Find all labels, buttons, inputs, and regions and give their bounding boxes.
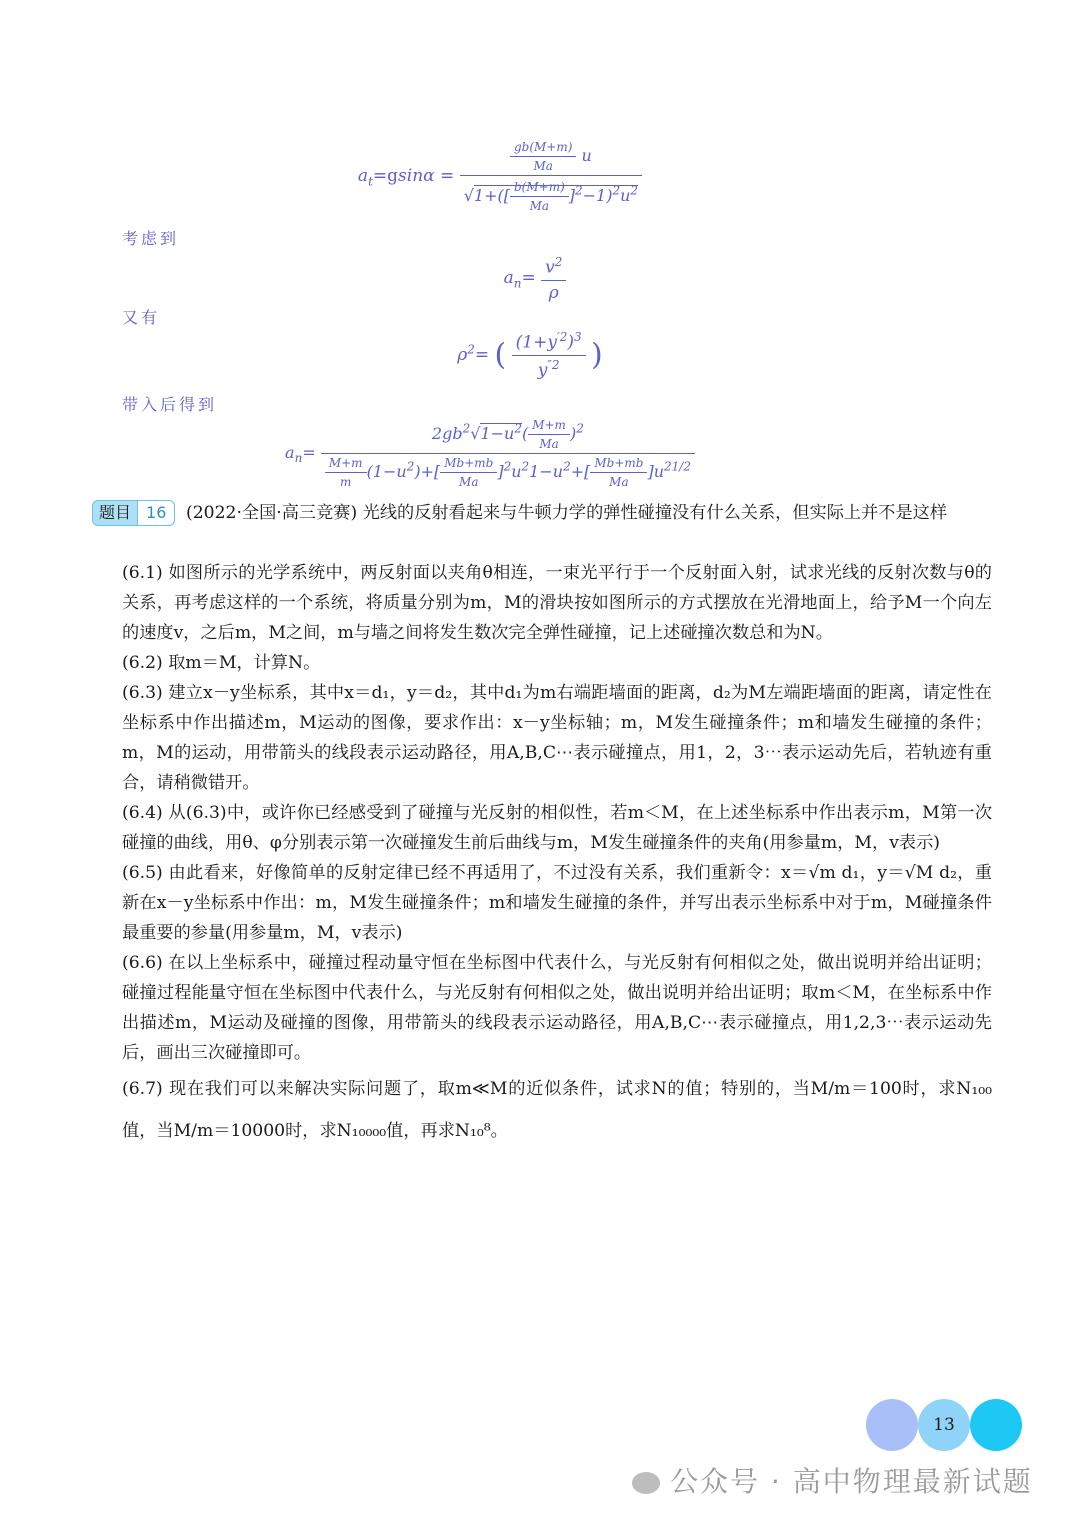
question-6-4: (6.4) 从(6.3)中，或许你已经感受到了碰撞与光反射的相似性，若m＜M，在上述坐标系中作出表示m，M第一次碰撞的曲线，用θ、φ分别表示第一次碰撞发生前后曲线与m，M发生碰撞条件的夹角(用参量m，M，v表示) (122, 803, 993, 853)
watermark-text: 公众号 · 高中物理最新试题 (670, 1465, 1033, 1498)
page-number: 13 (918, 1399, 970, 1451)
equation-an-final: $a_n=$ $2gb^2√1-u^2$( $\frac{M+m}{Ma}$ )$^2$ $\frac{M+m}{m}$ $(1-u^2)+$[ $\frac{Mb+mb}{Ma}$ ]$^2u^21-u^2+$[ $\frac{Mb+mb}{Ma}$ ]$u^{21/2}$ (0, 418, 1080, 489)
question-6-1: (6.1) 如图所示的光学系统中，两反射面以夹角θ相连，一束光平行于一个反射面入射，试求光线的反射次数与θ的关系，再考虑这样的一个系统，将质量分别为m，M的滑块按如图所示的方式摆放在光滑地面上，给予M一个向左的速度v，之后m，M之间，m与墙之间将发生数次完全弹性碰撞，记上述碰撞次数总和为N。 (122, 563, 992, 643)
question-6-3: (6.3) 建立x－y坐标系，其中x＝d₁，y＝d₂，其中d₁为m右端距墙面的距离，d₂为M左端距墙面的距离，请定性在坐标系中作出描述m，M运动的图像，要求作出：x－y坐标轴；m，M发生碰撞条件；m和墙发生碰撞的条件；m，M的运动，用带箭头的线段表示运动路径，用A,B,C⋯表示碰撞点，用1，2，3⋯表示运动先后，若轨迹有重合，请稍微错开。 (122, 683, 992, 793)
equation-at: $a_t=gsin\alpha$ = $\frac{gb(M+m)}{Ma}$ u √1+([ $\frac{b(M+m)}{Ma}$ ]$^2-1)^2u^2$ (0, 140, 1080, 213)
equation-an: $a_n=$ $\frac{v^2}{\rho}$ (0, 255, 1080, 303)
problem-tag (92, 500, 175, 526)
caption-substitute: 带入后得到 (122, 395, 218, 414)
wechat-icon (632, 1472, 660, 1494)
question-6-2: (6.2) 取m＝M，计算N。 (122, 653, 321, 673)
problem-body (186, 498, 992, 528)
problem-questions (122, 558, 992, 1152)
caption-also: 又有 (122, 308, 161, 327)
watermark (632, 1460, 1033, 1500)
question-6-5: (6.5) 由此看来，好像简单的反射定律已经不再适用了，不过没有关系，我们重新令：x＝√m d₁，y＝√M d₂，重新在x－y坐标系中作出：m，M发生碰撞条件；m和墙发生碰撞的条件，并写出表示坐标系中对于m，M碰撞条件最重要的参量(用参量m，M，v表示) (122, 863, 992, 943)
question-6-7: (6.7) 现在我们可以来解决实际问题了，取m≪M的近似条件，试求N的值；特别的，当M/m＝100时，求N₁₀₀值，当M/m＝10000时，求N₁₀₀₀₀值，再求N₁₀⁸。 (122, 1079, 992, 1141)
caption-considering: 考虑到 (122, 229, 180, 248)
page-circle-left (866, 1399, 918, 1451)
problem-intro: (2022·全国·高三竞赛) 光线的反射看起来与牛顿力学的弹性碰撞没有什么关系，但实际上并不是这样 (186, 503, 948, 523)
equation-rho: $\rho^2=$ ( $\frac{(1+y^{'2})^3}{y^{''2}}$ ) (457, 330, 603, 381)
problem-tag-number: 16 (138, 500, 175, 526)
page-circle-right (970, 1399, 1022, 1451)
problem-tag-label: 题目 (92, 500, 138, 526)
question-6-6: (6.6) 在以上坐标系中，碰撞过程动量守恒在坐标图中代表什么，与光反射有何相似之处，做出说明并给出证明；碰撞过程能量守恒在坐标图中代表什么，与光反射有何相似之处，做出说明并给出证明；取m＜M，在坐标系中作出描述m，M运动及碰撞的图像，用带箭头的线段表示运动路径，用A,B,C⋯表示碰撞点，用1,2,3⋯表示运动先后，画出三次碰撞即可。 (122, 953, 992, 1063)
